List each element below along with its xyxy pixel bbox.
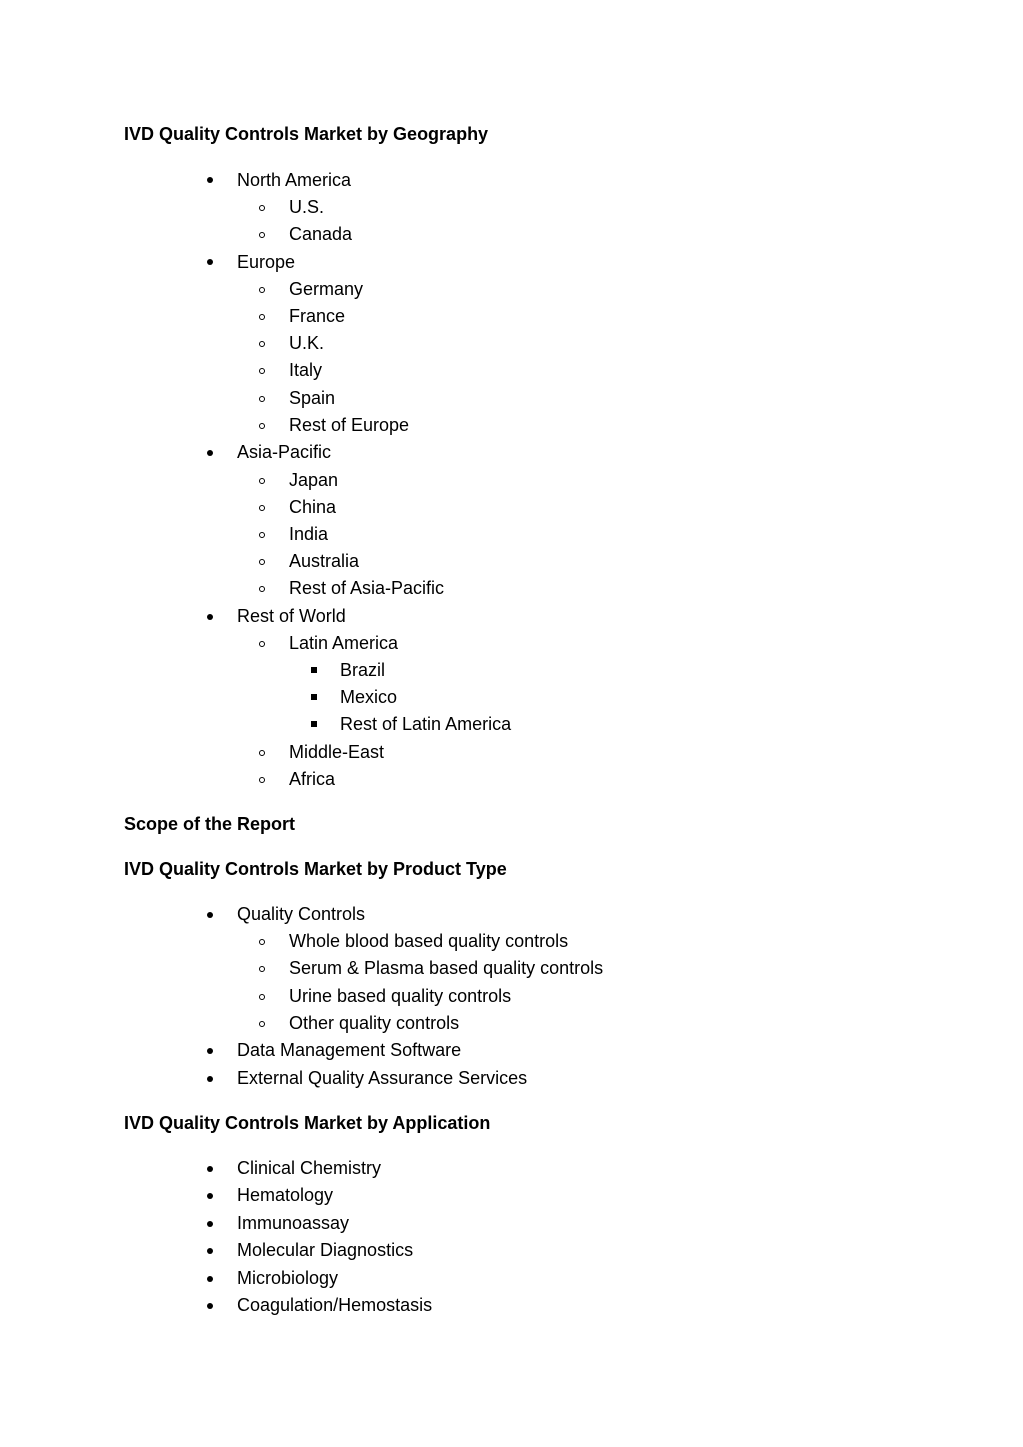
bullet-icon [207, 1193, 213, 1199]
circle-bullet-icon [259, 505, 265, 511]
list-item-coagulation-hemostasis: Coagulation/Hemostasis [237, 1295, 433, 1315]
list-item-rest-of-asia-pacific: Rest of Asia-Pacific [289, 578, 445, 598]
list-item-other-quality-controls: Other quality controls [289, 1013, 460, 1033]
circle-bullet-icon [259, 396, 265, 402]
list-item-rest-of-world: Rest of World [237, 606, 346, 626]
bullet-icon [207, 450, 213, 456]
circle-bullet-icon [259, 586, 265, 592]
circle-bullet-icon [259, 232, 265, 238]
list-item-brazil: Brazil [340, 660, 386, 680]
list-item-data-management-software: Data Management Software [237, 1040, 462, 1060]
list-item-europe: Europe [237, 252, 296, 272]
circle-bullet-icon [259, 205, 265, 211]
application-heading: IVD Quality Controls Market by Application [124, 1113, 491, 1133]
circle-bullet-icon [259, 966, 265, 972]
circle-bullet-icon [259, 1021, 265, 1027]
circle-bullet-icon [259, 368, 265, 374]
list-item-china: China [289, 497, 337, 517]
list-item-australia: Australia [289, 551, 360, 571]
circle-bullet-icon [259, 478, 265, 484]
list-item-north-america: North America [237, 170, 352, 190]
list-item-japan: Japan [289, 470, 339, 490]
list-item-serum-plasma: Serum & Plasma based quality controls [289, 958, 604, 978]
bullet-icon [207, 912, 213, 918]
list-item-quality-controls: Quality Controls [237, 904, 366, 924]
list-item-microbiology: Microbiology [237, 1268, 339, 1288]
circle-bullet-icon [259, 994, 265, 1000]
circle-bullet-icon [259, 939, 265, 945]
list-item-middle-east: Middle-East [289, 742, 385, 762]
scope-heading: Scope of the Report [124, 814, 296, 834]
square-bullet-icon [311, 694, 317, 700]
list-item-clinical-chemistry: Clinical Chemistry [237, 1158, 382, 1178]
circle-bullet-icon [259, 341, 265, 347]
list-item-external-quality-assurance: External Quality Assurance Services [237, 1068, 528, 1088]
list-item-germany: Germany [289, 279, 364, 299]
list-item-rest-of-latin-america: Rest of Latin America [340, 714, 512, 734]
list-item-urine: Urine based quality controls [289, 986, 512, 1006]
list-item-canada: Canada [289, 224, 353, 244]
bullet-icon [207, 614, 213, 620]
list-item-latin-america: Latin America [289, 633, 399, 653]
list-item-india: India [289, 524, 329, 544]
list-item-molecular-diagnostics: Molecular Diagnostics [237, 1240, 414, 1260]
square-bullet-icon [311, 667, 317, 673]
bullet-icon [207, 1076, 213, 1082]
list-item-rest-of-europe: Rest of Europe [289, 415, 410, 435]
product-type-heading: IVD Quality Controls Market by Product Type [124, 859, 507, 879]
list-item-whole-blood: Whole blood based quality controls [289, 931, 569, 951]
circle-bullet-icon [259, 777, 265, 783]
list-item-mexico: Mexico [340, 687, 398, 707]
list-item-italy: Italy [289, 360, 323, 380]
bullet-icon [207, 177, 213, 183]
bullet-icon [207, 1221, 213, 1227]
circle-bullet-icon [259, 641, 265, 647]
circle-bullet-icon [259, 532, 265, 538]
list-item-africa: Africa [289, 769, 336, 789]
list-item-us: U.S. [289, 197, 325, 217]
list-item-immunoassay: Immunoassay [237, 1213, 350, 1233]
bullet-icon [207, 1276, 213, 1282]
square-bullet-icon [311, 721, 317, 727]
geography-heading: IVD Quality Controls Market by Geography [124, 124, 489, 144]
list-item-france: France [289, 306, 346, 326]
circle-bullet-icon [259, 559, 265, 565]
bullet-icon [207, 1048, 213, 1054]
list-item-uk: U.K. [289, 333, 325, 353]
circle-bullet-icon [259, 423, 265, 429]
circle-bullet-icon [259, 314, 265, 320]
circle-bullet-icon [259, 750, 265, 756]
bullet-icon [207, 1303, 213, 1309]
bullet-icon [207, 1166, 213, 1172]
list-item-asia-pacific: Asia-Pacific [237, 442, 332, 462]
circle-bullet-icon [259, 287, 265, 293]
bullet-icon [207, 259, 213, 265]
bullet-icon [207, 1248, 213, 1254]
list-item-spain: Spain [289, 388, 336, 408]
list-item-hematology: Hematology [237, 1185, 334, 1205]
